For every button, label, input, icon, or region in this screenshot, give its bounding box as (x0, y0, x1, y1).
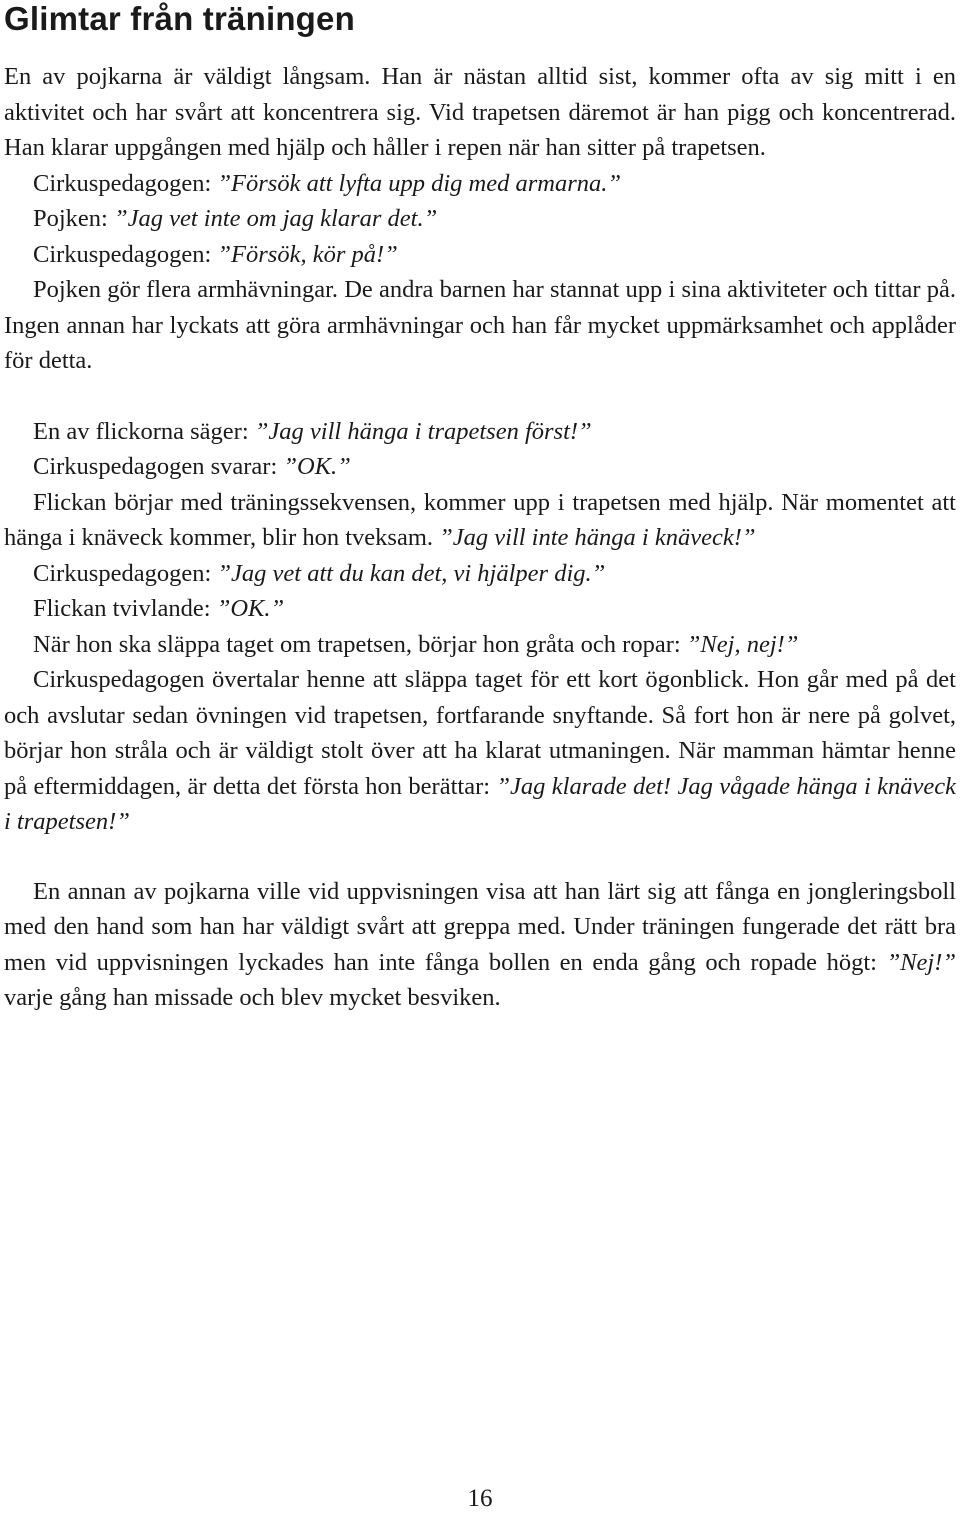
page-number: 16 (467, 1485, 493, 1512)
paragraph-juggling (4, 874, 956, 1016)
quote: ”Nej!” (886, 948, 956, 976)
speaker: En av flickorna säger: (33, 417, 255, 445)
narrative-line (4, 485, 956, 556)
speaker: Cirkuspedagogen svarar: (33, 453, 284, 480)
narrative-line (4, 662, 956, 840)
dialogue-line (4, 166, 956, 202)
speaker: Cirkuspedagogen: (33, 169, 218, 197)
quote: ”Försök, kör på!” (217, 240, 398, 268)
dialogue-line (4, 449, 956, 485)
quote: ”Jag vet inte om jag klarar det.” (114, 205, 438, 232)
page-title: Glimtar från träningen (4, 0, 355, 37)
speaker: Flickan tvivlande: (33, 595, 217, 622)
quote: ”Jag klarade det! Jag vågade hänga i knäveck i trapetsen!” (4, 772, 956, 835)
narrative-text: När hon ska släppa taget om trapetsen, börjar hon gråta och ropar: (33, 630, 687, 658)
dialogue-line (4, 591, 956, 627)
speaker: Pojken: (33, 205, 114, 232)
quote: ”OK.” (216, 595, 285, 622)
dialogue-line (4, 414, 956, 450)
quote: ”Nej, nej!” (686, 630, 799, 658)
narrative-text: varje gång han missade och blev mycket besviken. (4, 984, 501, 1011)
quote: ”Försök att lyfta upp dig med armarna.” (217, 169, 621, 197)
document-page (4, 0, 956, 1016)
speaker: Cirkuspedagogen: (33, 559, 218, 587)
dialogue-line (4, 201, 956, 237)
narrative-text: Cirkuspedagogen övertalar henne att släppa taget för ett kort ögonblick. Hon går med på det och avslutar sedan övningen vid trapetsen, fortfarande snyftande. Så fort hon är nere på golvet, börjar hon stråla och är väldigt stolt över att ha klarat utmaningen. När mamman hämtar henne på eftermiddagen, är detta det första hon berättar: (4, 666, 956, 800)
paragraph-closing: Pojken gör flera armhävningar. De andra barnen har stannat upp i sina aktiviteter och tittar på. Ingen annan har lyckats att göra armhävningar och han får mycket uppmärksamhet och applåder för detta. (4, 276, 956, 374)
quote: ”OK.” (283, 453, 351, 480)
dialogue-line (4, 237, 956, 273)
quote: ”Jag vet att du kan det, vi hjälper dig.” (217, 559, 606, 587)
narrative-text: En annan av pojkarna ville vid uppvisningen visa att han lärt sig att fånga en jongleringsboll med den hand som han har väldigt svårt att greppa med. Under träningen fungerade det rätt bra men vid uppvisningen lyckades han inte fånga bollen en enda gång och ropade högt: (4, 877, 956, 976)
narrative-line (4, 627, 956, 663)
dialogue-line (4, 556, 956, 592)
quote: ”Jag vill inte hänga i knäveck!” (439, 524, 756, 551)
quote: ”Jag vill hänga i trapetsen först!” (254, 417, 592, 445)
paragraph-intro: En av pojkarna är väldigt långsam. Han är nästan alltid sist, kommer ofta av sig mitt i en aktivitet och har svårt att koncentrera sig. Vid trapetsen däremot är han pigg och koncentrerad. Han klarar uppgången med hjälp och håller i repen när han sitter på trapetsen. (4, 63, 956, 161)
speaker: Cirkuspedagogen: (33, 240, 218, 268)
narrative-text: Flickan börjar med träningssekvensen, kommer upp i trapetsen med hjälp. När momentet att hänga i knäveck kommer, blir hon tveksam. (4, 488, 956, 551)
